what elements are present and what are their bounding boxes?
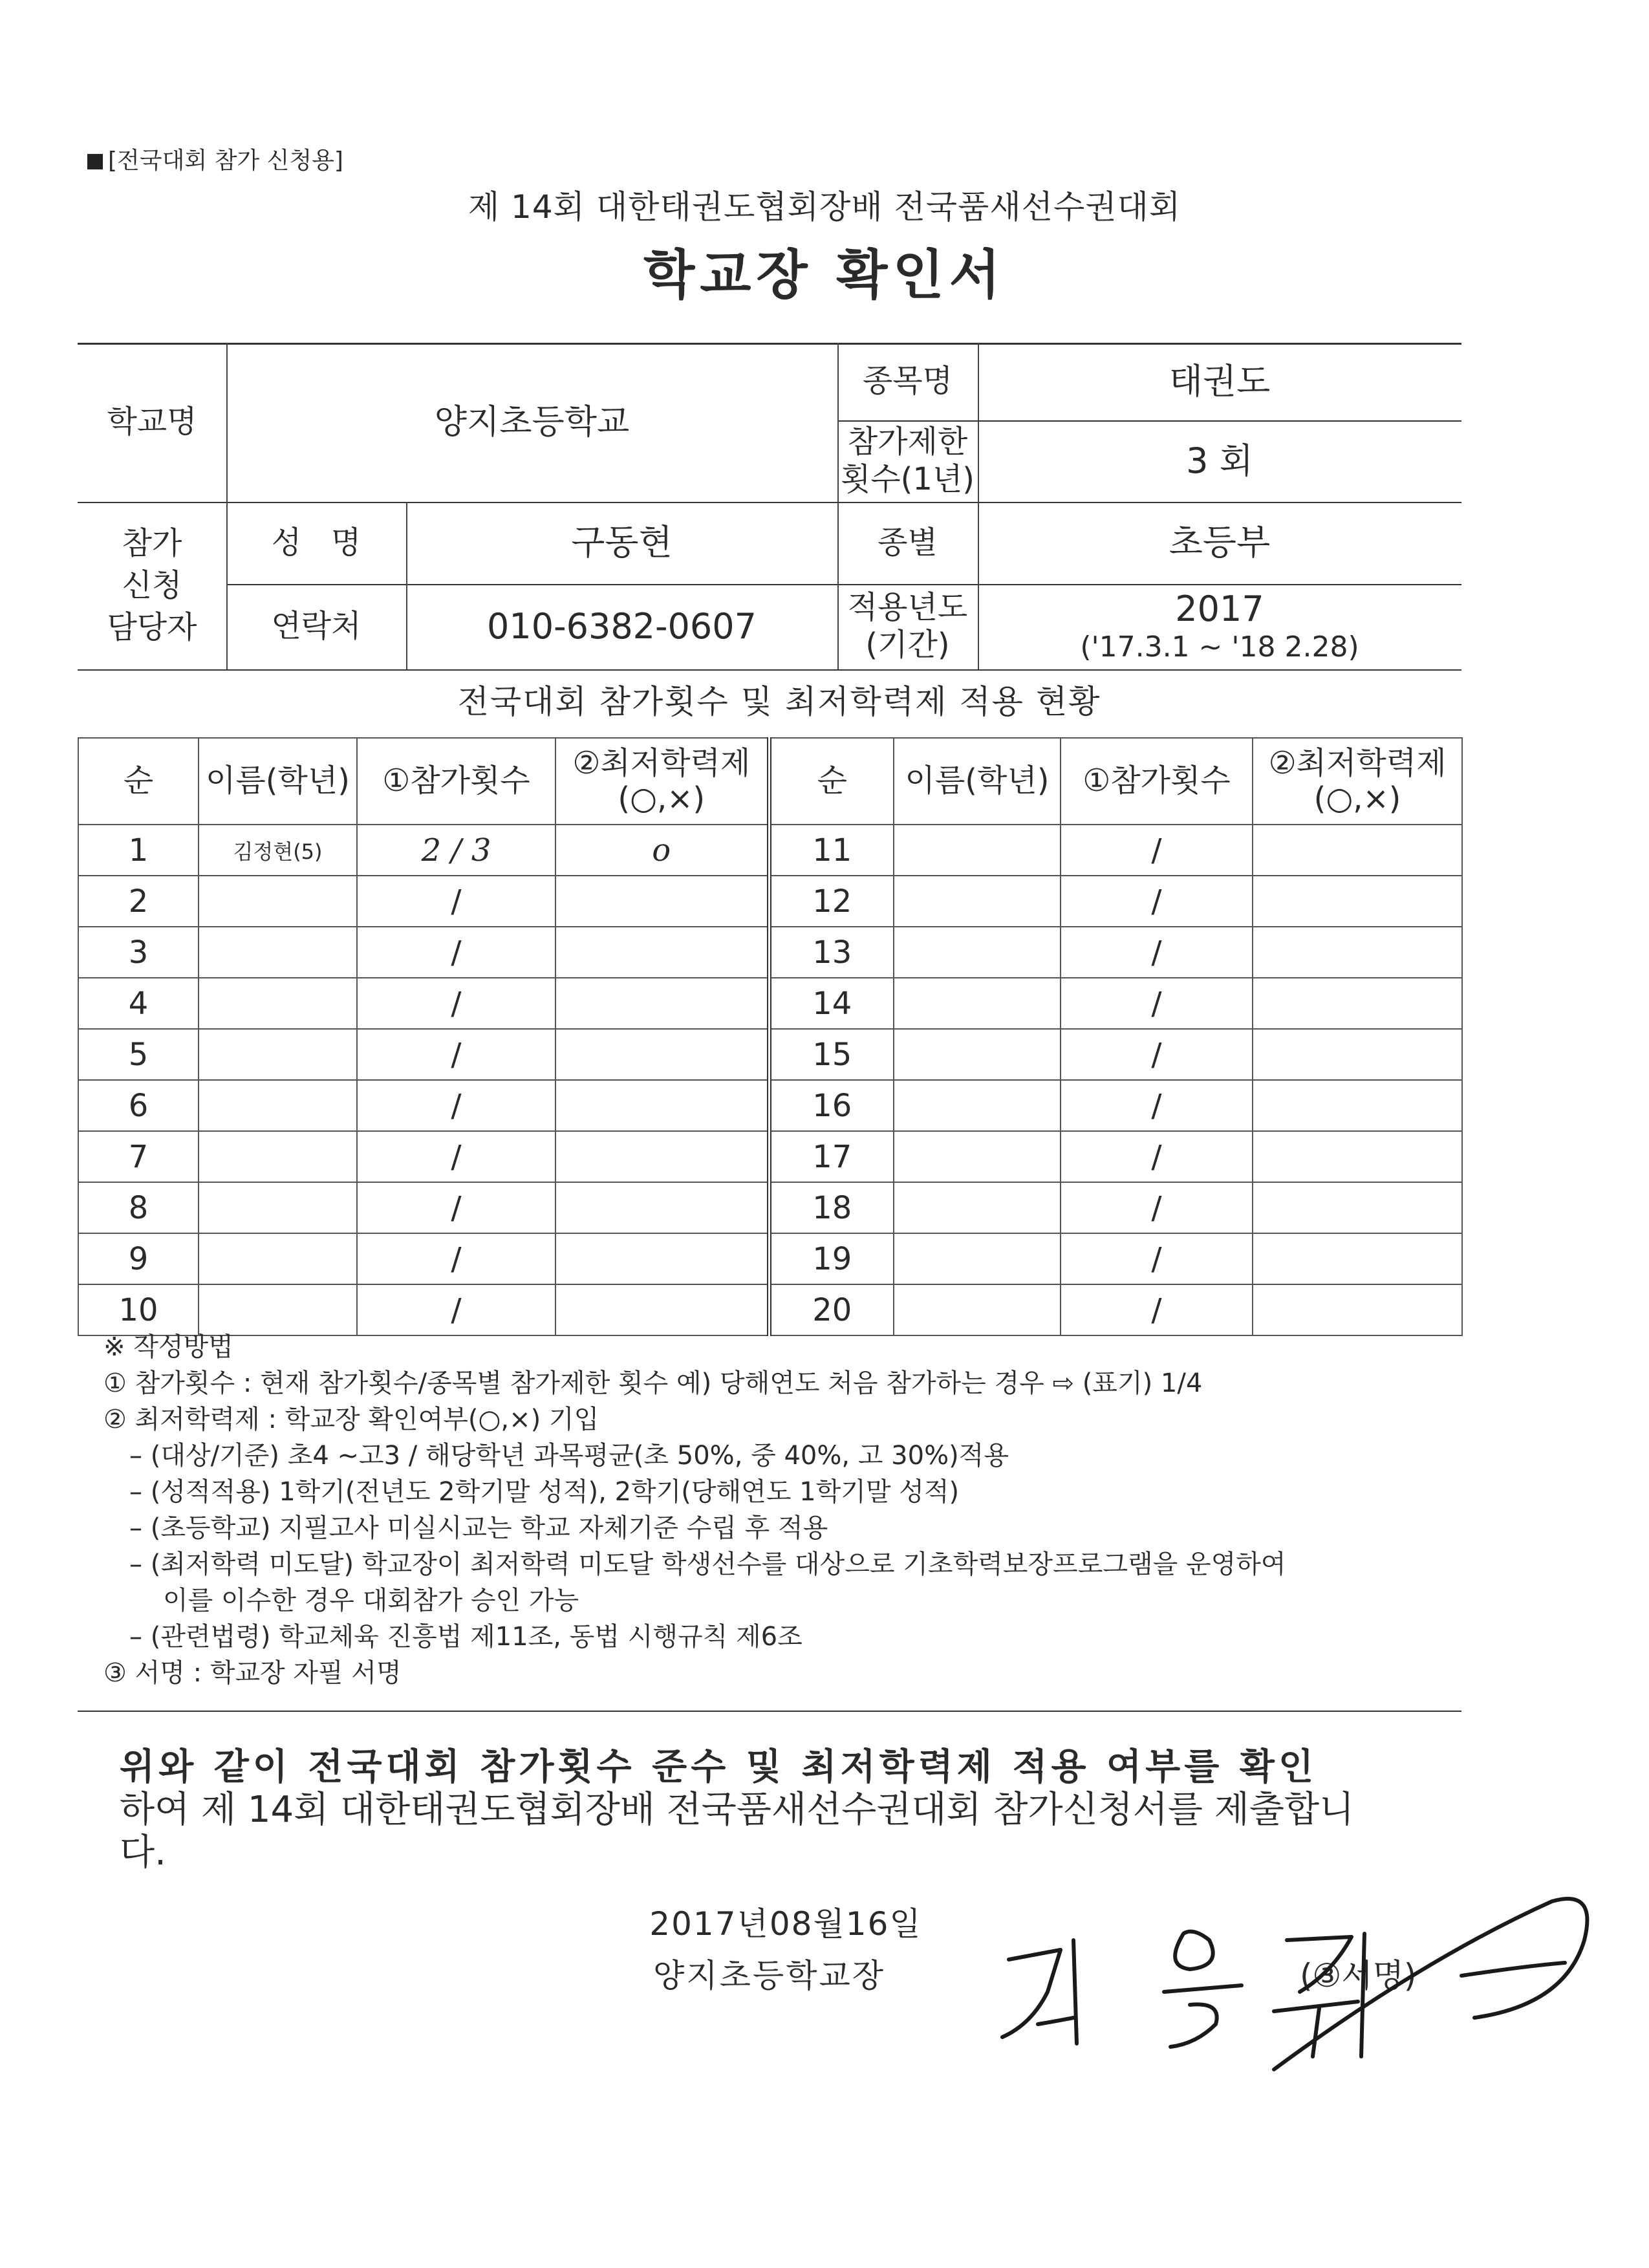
document-title: 학교장 확인서 — [643, 244, 1006, 306]
school-value: 양지초등학교 — [434, 402, 630, 442]
student-name — [894, 876, 1061, 927]
participation-count: / — [1061, 1182, 1253, 1233]
table-row — [78, 876, 1462, 927]
instruction-line: ③ 서명 : 학교장 자필 서명 — [103, 1658, 402, 1688]
limit-label-line: 횟수(1년) — [840, 461, 975, 497]
event-label: 종목명 — [862, 363, 953, 400]
instruction-line: 이를 이수한 경우 대회참가 승인 가능 — [163, 1586, 579, 1615]
participation-count: / — [357, 1284, 555, 1335]
participation-count: / — [357, 978, 555, 1029]
limit-value: 3 회 — [1186, 440, 1253, 481]
participation-count: 2 / 3 — [357, 825, 555, 876]
manager-label-line: 신청 — [122, 567, 182, 604]
participation-count: / — [1061, 978, 1253, 1029]
name-label: 성 명 — [271, 524, 361, 561]
row-number: 6 — [78, 1080, 199, 1131]
student-name — [894, 927, 1061, 978]
participation-count: / — [357, 1029, 555, 1080]
row-number: 1 — [78, 825, 199, 876]
table-row — [78, 1284, 1462, 1335]
min-academic-check — [555, 1284, 769, 1335]
issue-date: 2017년08월16일 — [649, 1905, 922, 1943]
instruction-line: – (초등학교) 지필고사 미실시교는 학교 자체기준 수립 후 적용 — [129, 1513, 828, 1543]
min-academic-check — [555, 927, 769, 978]
min-academic-check — [1253, 978, 1462, 1029]
min-academic-check — [555, 1029, 769, 1080]
instructions-heading: ※ 작성방법 — [103, 1332, 233, 1362]
instruction-line: ① 참가횟수 : 현재 참가횟수/종목별 참가제한 횟수 예) 당해연도 처음 참가하는 경우 ⇨ (표기) 1/4 — [103, 1368, 1203, 1398]
declaration-line: 위와 같이 전국대회 참가횟수 준수 및 최저학력제 적용 여부를 확인 — [120, 1746, 1318, 1788]
student-name: 김정현(5) — [199, 825, 357, 876]
min-academic-check: o — [555, 825, 769, 876]
col-count: ①참가횟수 — [1061, 738, 1253, 825]
min-academic-check — [555, 876, 769, 927]
min-academic-check — [555, 978, 769, 1029]
min-academic-check — [1253, 1080, 1462, 1131]
row-number: 8 — [78, 1182, 199, 1233]
participation-count: / — [1061, 1131, 1253, 1182]
instructions — [103, 1329, 1474, 1691]
manager-label — [78, 502, 226, 669]
division-value: 초등부 — [1169, 522, 1271, 563]
table-row — [78, 978, 1462, 1029]
table-row — [78, 927, 1462, 978]
participation-count: / — [1061, 825, 1253, 876]
participation-count: / — [357, 1233, 555, 1284]
min-academic-check — [555, 1233, 769, 1284]
table-row — [78, 1131, 1462, 1182]
min-academic-check — [1253, 1233, 1462, 1284]
col-no: 순 — [769, 738, 894, 825]
col-min — [555, 738, 769, 825]
student-name — [199, 1233, 357, 1284]
row-number: 19 — [769, 1233, 894, 1284]
year-label-line: 적용년도 — [847, 589, 968, 626]
manager-label-line: 담당자 — [107, 609, 197, 645]
student-name — [199, 978, 357, 1029]
col-min-line: ②최저학력제 — [1268, 744, 1447, 781]
table-title: 전국대회 참가횟수 및 최저학력제 적용 현황 — [457, 683, 1101, 720]
year-number: 2017 — [1175, 589, 1264, 630]
name-value: 구동현 — [571, 522, 673, 563]
participation-count: / — [357, 1080, 555, 1131]
instruction-line: – (최저학력 미도달) 학교장이 최저학력 미도달 학생선수를 대상으로 기초학력보장프로그램을 운영하여 — [129, 1550, 1286, 1579]
participation-count: / — [1061, 1233, 1253, 1284]
declaration-line: 다. — [120, 1831, 166, 1874]
row-number: 7 — [78, 1131, 199, 1182]
participation-count: / — [1061, 1080, 1253, 1131]
col-min-line: (○,×) — [1313, 781, 1401, 817]
table-row — [78, 1182, 1462, 1233]
limit-label-line: 참가제한 — [847, 424, 968, 460]
divider — [78, 669, 1461, 671]
student-name — [894, 1080, 1061, 1131]
col-no: 순 — [78, 738, 199, 825]
declaration-line: 하여 제 14회 대한태권도협회장배 전국품새선수권대회 참가신청서를 제출합니 — [120, 1789, 1355, 1831]
table-row — [78, 1233, 1462, 1284]
student-name — [894, 978, 1061, 1029]
participation-table — [78, 737, 1463, 1336]
signature-mark: (③서명) — [1300, 1957, 1417, 1994]
col-name: 이름(학년) — [894, 738, 1061, 825]
row-number: 13 — [769, 927, 894, 978]
min-academic-check — [1253, 825, 1462, 876]
row-number: 11 — [769, 825, 894, 876]
year-value — [978, 584, 1461, 669]
school-label: 학교명 — [107, 404, 197, 440]
table-row — [78, 1029, 1462, 1080]
col-min-line: ②최저학력제 — [572, 744, 751, 781]
year-period: ('17.3.1 ~ '18 2.28) — [1080, 631, 1359, 664]
col-name: 이름(학년) — [199, 738, 357, 825]
limit-label — [837, 420, 978, 502]
table-row — [78, 825, 1462, 876]
declaration — [120, 1746, 1432, 1874]
min-academic-check — [1253, 1182, 1462, 1233]
principal-title: 양지초등학교장 — [653, 1957, 886, 1994]
col-min — [1253, 738, 1462, 825]
year-label — [837, 584, 978, 669]
row-number: 17 — [769, 1131, 894, 1182]
instruction-line: – (성적적용) 1학기(전년도 2학기말 성적), 2학기(당해연도 1학기말 성적) — [129, 1477, 960, 1507]
min-academic-check — [1253, 1029, 1462, 1080]
min-academic-check — [555, 1182, 769, 1233]
event-value: 태권도 — [1169, 360, 1271, 402]
row-number: 5 — [78, 1029, 199, 1080]
min-academic-check — [1253, 876, 1462, 927]
col-min-line: (○,×) — [618, 781, 706, 817]
participation-count: / — [357, 876, 555, 927]
manager-label-line: 참가 — [122, 525, 182, 562]
row-number: 3 — [78, 927, 199, 978]
instruction-line: – (대상/기준) 초4 ~고3 / 해당학년 과목평균(초 50%, 중 40%, 고 30%)적용 — [129, 1441, 1009, 1471]
contact-label: 연락처 — [271, 608, 361, 645]
form-type-text: [전국대회 참가 신청용] — [108, 147, 343, 174]
student-name — [199, 1182, 357, 1233]
participation-count: / — [1061, 1284, 1253, 1335]
student-name — [894, 1233, 1061, 1284]
row-number: 2 — [78, 876, 199, 927]
table-header-row — [78, 738, 1462, 825]
row-number: 18 — [769, 1182, 894, 1233]
student-name — [199, 1029, 357, 1080]
participation-count: / — [1061, 876, 1253, 927]
row-number: 16 — [769, 1080, 894, 1131]
student-name — [894, 1284, 1061, 1335]
participation-count: / — [1061, 1029, 1253, 1080]
participation-count: / — [357, 1182, 555, 1233]
participation-count: / — [1061, 927, 1253, 978]
min-academic-check — [1253, 1284, 1462, 1335]
row-number: 14 — [769, 978, 894, 1029]
instruction-line: ② 최저학력제 : 학교장 확인여부(○,×) 기입 — [103, 1405, 599, 1434]
row-number: 9 — [78, 1233, 199, 1284]
min-academic-check — [1253, 927, 1462, 978]
student-name — [894, 1182, 1061, 1233]
row-number: 4 — [78, 978, 199, 1029]
student-name — [199, 1080, 357, 1131]
student-name — [199, 1131, 357, 1182]
student-name — [894, 825, 1061, 876]
square-bullet-icon — [87, 154, 103, 169]
instruction-line: – (관련법령) 학교체육 진흥법 제11조, 동법 시행규칙 제6조 — [129, 1622, 803, 1652]
division-label: 종별 — [878, 524, 938, 561]
contact-value: 010-6382-0607 — [487, 605, 757, 647]
student-name — [894, 1029, 1061, 1080]
row-number: 15 — [769, 1029, 894, 1080]
year-label-line: (기간) — [865, 627, 950, 663]
form-type-label — [87, 142, 343, 175]
event-subtitle: 제 14회 대한태권도협회장배 전국품새선수권대회 — [468, 188, 1181, 226]
divider — [78, 1711, 1461, 1712]
participation-count: / — [357, 1131, 555, 1182]
student-name — [199, 876, 357, 927]
row-number: 12 — [769, 876, 894, 927]
row-number: 10 — [78, 1284, 199, 1335]
min-academic-check — [1253, 1131, 1462, 1182]
student-name — [199, 927, 357, 978]
principal-signature — [970, 1863, 1604, 2076]
student-name — [894, 1131, 1061, 1182]
col-count: ①참가횟수 — [357, 738, 555, 825]
student-name — [199, 1284, 357, 1335]
min-academic-check — [555, 1080, 769, 1131]
row-number: 20 — [769, 1284, 894, 1335]
table-row — [78, 1080, 1462, 1131]
min-academic-check — [555, 1131, 769, 1182]
participation-count: / — [357, 927, 555, 978]
